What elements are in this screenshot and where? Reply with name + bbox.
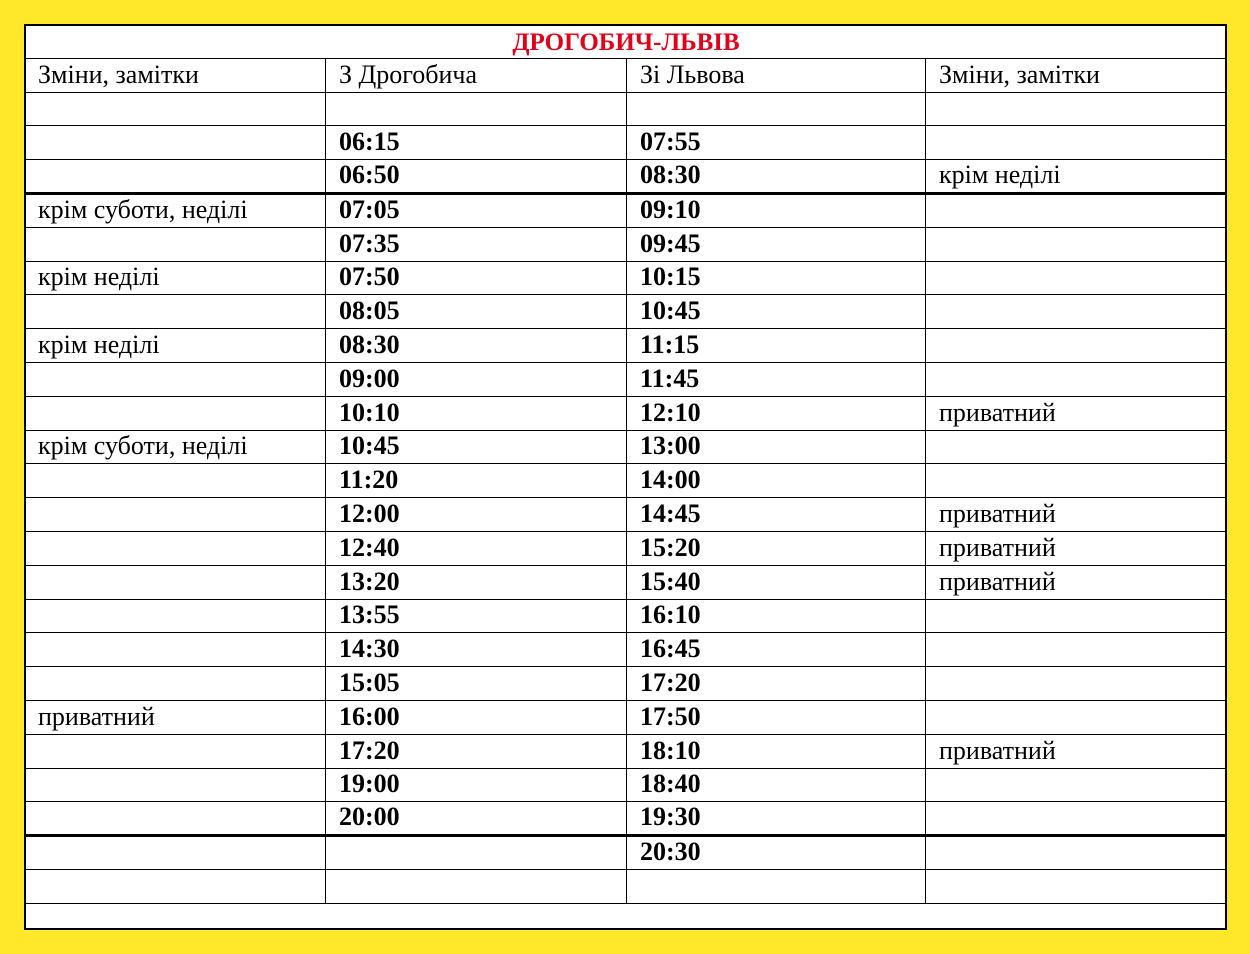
route-title: ДРОГОБИЧ-ЛЬВІВ (25, 25, 1228, 59)
cell-note-left (25, 396, 326, 430)
cell-departure-lviv: 08:30 (627, 160, 926, 194)
cell-departure-drohobych: 07:35 (326, 227, 627, 261)
cell-note-right: приватний (926, 531, 1228, 565)
header-row (25, 58, 1228, 92)
cell-note-left: приватний (25, 700, 326, 734)
cell-departure-lviv: 11:15 (627, 329, 926, 363)
cell-note-left (25, 92, 326, 126)
cell-note-right (926, 768, 1228, 802)
table-row (25, 193, 1228, 227)
cell-departure-drohobych: 09:00 (326, 362, 627, 396)
cell-note-left (25, 295, 326, 329)
cell-departure-drohobych: 07:05 (326, 193, 627, 227)
table-row (25, 802, 1228, 836)
cell-note-left: крім суботи, неділі (25, 193, 326, 227)
timetable (24, 24, 1227, 904)
cell-departure-drohobych: 14:30 (326, 633, 627, 667)
cell-note-left (25, 362, 326, 396)
cell-note-right (926, 261, 1228, 295)
table-row (25, 92, 1228, 126)
cell-departure-drohobych: 12:00 (326, 498, 627, 532)
cell-departure-drohobych: 16:00 (326, 700, 627, 734)
cell-note-left (25, 160, 326, 194)
table-row (25, 531, 1228, 565)
cell-note-left: крім суботи, неділі (25, 430, 326, 464)
schedule-sheet (24, 24, 1227, 930)
table-row (25, 667, 1228, 701)
cell-departure-lviv: 18:40 (627, 768, 926, 802)
cell-note-right (926, 464, 1228, 498)
cell-note-right (926, 362, 1228, 396)
timetable-body (25, 92, 1228, 903)
cell-departure-lviv (627, 869, 926, 903)
header-notes-right: Зміни, замітки (926, 58, 1228, 92)
cell-departure-drohobych: 20:00 (326, 802, 627, 836)
cell-departure-lviv: 17:20 (627, 667, 926, 701)
cell-note-right: приватний (926, 565, 1228, 599)
table-row (25, 633, 1228, 667)
cell-note-left (25, 734, 326, 768)
cell-departure-drohobych: 15:05 (326, 667, 627, 701)
cell-departure-drohobych: 08:05 (326, 295, 627, 329)
cell-note-right (926, 802, 1228, 836)
cell-departure-lviv: 10:45 (627, 295, 926, 329)
cell-note-right (926, 667, 1228, 701)
cell-departure-lviv: 17:50 (627, 700, 926, 734)
table-row (25, 498, 1228, 532)
cell-note-left: крім неділі (25, 329, 326, 363)
cell-note-right: приватний (926, 734, 1228, 768)
cell-note-left: крім неділі (25, 261, 326, 295)
table-row (25, 700, 1228, 734)
table-row (25, 126, 1228, 160)
cell-note-left (25, 667, 326, 701)
table-row (25, 836, 1228, 870)
cell-note-right (926, 193, 1228, 227)
cell-note-left (25, 802, 326, 836)
cell-departure-lviv: 14:45 (627, 498, 926, 532)
cell-note-left (25, 126, 326, 160)
cell-departure-lviv: 11:45 (627, 362, 926, 396)
cell-note-right (926, 92, 1228, 126)
cell-note-left (25, 768, 326, 802)
cell-departure-drohobych: 17:20 (326, 734, 627, 768)
cell-departure-lviv: 09:45 (627, 227, 926, 261)
table-row (25, 362, 1228, 396)
table-row (25, 464, 1228, 498)
cell-note-right: приватний (926, 396, 1228, 430)
cell-note-left (25, 227, 326, 261)
cell-note-right (926, 633, 1228, 667)
table-row (25, 734, 1228, 768)
cell-note-right (926, 869, 1228, 903)
cell-departure-drohobych: 10:45 (326, 430, 627, 464)
cell-departure-drohobych: 13:20 (326, 565, 627, 599)
cell-note-left (25, 565, 326, 599)
cell-departure-lviv: 16:10 (627, 599, 926, 633)
cell-departure-drohobych (326, 92, 627, 126)
cell-note-right (926, 700, 1228, 734)
cell-departure-lviv: 10:15 (627, 261, 926, 295)
cell-note-right (926, 126, 1228, 160)
cell-note-left (25, 633, 326, 667)
table-row (25, 869, 1228, 903)
table-row (25, 227, 1228, 261)
cell-departure-drohobych: 06:15 (326, 126, 627, 160)
cell-note-right (926, 295, 1228, 329)
cell-note-right: крім неділі (926, 160, 1228, 194)
cell-note-right (926, 227, 1228, 261)
cell-departure-drohobych: 11:20 (326, 464, 627, 498)
table-row (25, 565, 1228, 599)
table-row (25, 430, 1228, 464)
header-notes-left: Зміни, замітки (25, 58, 326, 92)
table-row (25, 261, 1228, 295)
cell-departure-lviv: 15:40 (627, 565, 926, 599)
cell-departure-lviv: 13:00 (627, 430, 926, 464)
cell-departure-drohobych: 10:10 (326, 396, 627, 430)
cell-departure-lviv: 09:10 (627, 193, 926, 227)
cell-note-right (926, 599, 1228, 633)
cell-note-right (926, 836, 1228, 870)
cell-departure-lviv: 16:45 (627, 633, 926, 667)
cell-departure-lviv (627, 92, 926, 126)
table-row (25, 396, 1228, 430)
cell-departure-drohobych: 08:30 (326, 329, 627, 363)
cell-note-right: приватний (926, 498, 1228, 532)
table-row (25, 160, 1228, 194)
cell-departure-drohobych (326, 869, 627, 903)
cell-note-left (25, 599, 326, 633)
cell-departure-drohobych: 19:00 (326, 768, 627, 802)
cell-departure-drohobych (326, 836, 627, 870)
cell-departure-drohobych: 06:50 (326, 160, 627, 194)
table-row (25, 768, 1228, 802)
cell-note-left (25, 531, 326, 565)
table-row (25, 329, 1228, 363)
header-from-lviv: Зі Львова (627, 58, 926, 92)
cell-note-left (25, 836, 326, 870)
table-row (25, 295, 1228, 329)
table-row (25, 599, 1228, 633)
cell-departure-drohobych: 13:55 (326, 599, 627, 633)
cell-note-left (25, 464, 326, 498)
cell-departure-lviv: 15:20 (627, 531, 926, 565)
cell-note-left (25, 498, 326, 532)
cell-note-left (25, 869, 326, 903)
cell-departure-lviv: 18:10 (627, 734, 926, 768)
cell-departure-drohobych: 12:40 (326, 531, 627, 565)
cell-departure-lviv: 14:00 (627, 464, 926, 498)
cell-departure-lviv: 12:10 (627, 396, 926, 430)
title-row (25, 25, 1228, 59)
cell-departure-lviv: 19:30 (627, 802, 926, 836)
header-from-drohobych: З Дрогобича (326, 58, 627, 92)
cell-departure-lviv: 07:55 (627, 126, 926, 160)
cell-note-right (926, 430, 1228, 464)
cell-departure-drohobych: 07:50 (326, 261, 627, 295)
cell-note-right (926, 329, 1228, 363)
cell-departure-lviv: 20:30 (627, 836, 926, 870)
